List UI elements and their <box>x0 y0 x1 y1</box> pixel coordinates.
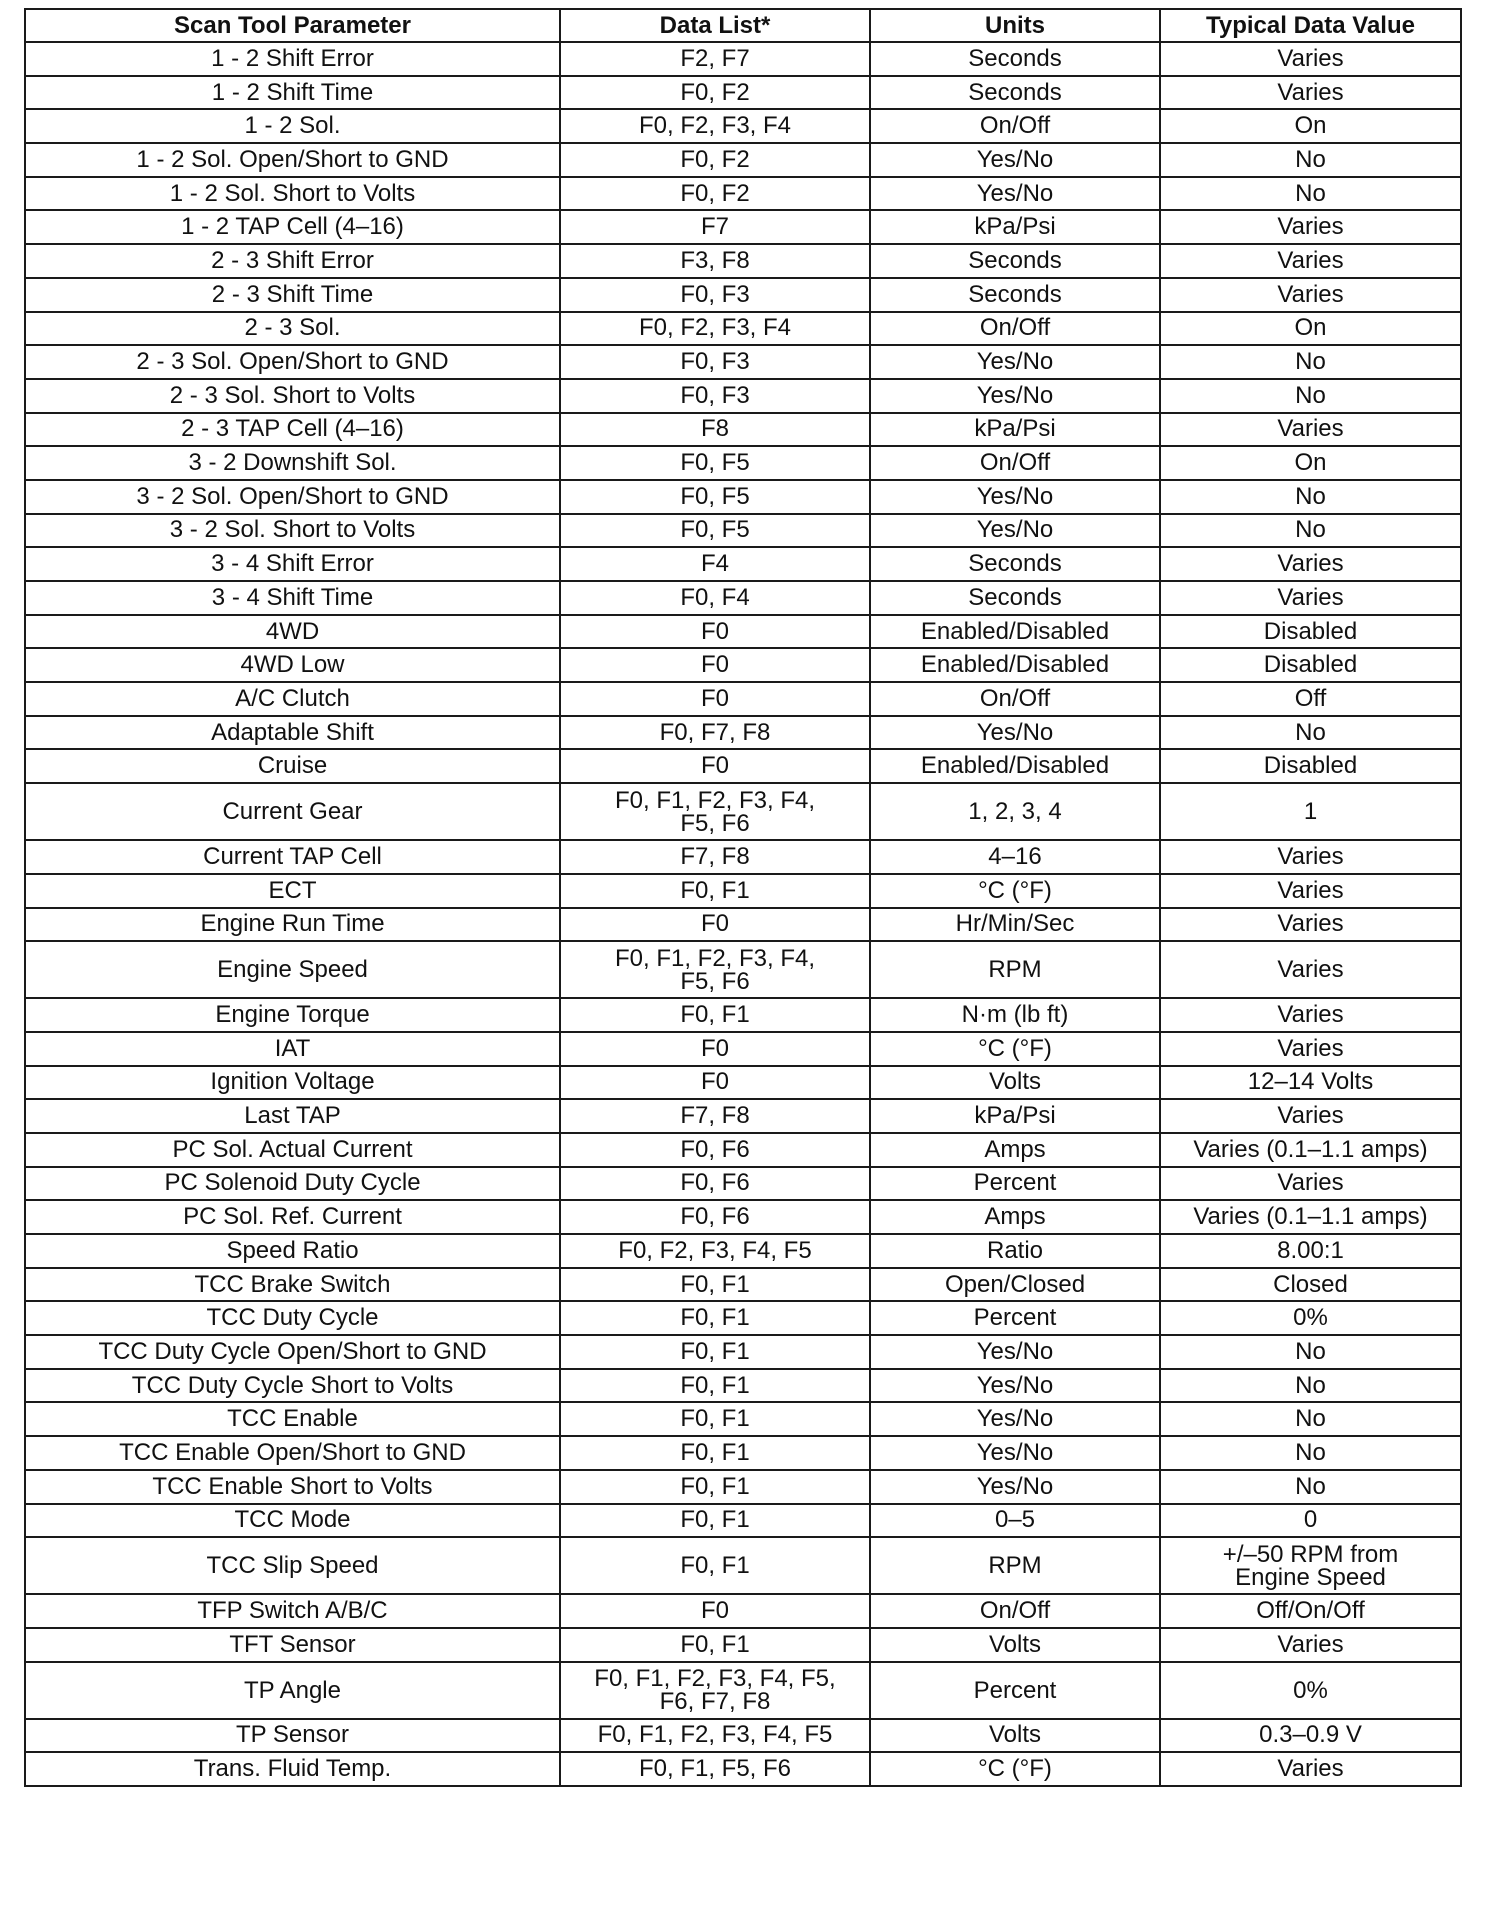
parameter-cell: TCC Duty Cycle <box>25 1301 560 1335</box>
parameter-cell: PC Solenoid Duty Cycle <box>25 1167 560 1201</box>
units-cell: Yes/No <box>870 480 1160 514</box>
typical-value-cell: Varies <box>1160 941 1461 998</box>
table-row <box>25 1628 1461 1662</box>
data-list-cell: F0, F2, F3, F4 <box>560 109 870 143</box>
header-data-list: Data List* <box>560 9 870 42</box>
data-list-cell: F0, F3 <box>560 379 870 413</box>
typical-value-cell: 12–14 Volts <box>1160 1066 1461 1100</box>
data-list-cell: F0, F3 <box>560 278 870 312</box>
data-list-cell: F0, F1, F2, F3, F4, F5 <box>560 1719 870 1753</box>
parameter-cell: 3 - 2 Sol. Short to Volts <box>25 514 560 548</box>
parameter-cell: Engine Torque <box>25 998 560 1032</box>
data-list-cell: F0, F2 <box>560 76 870 110</box>
data-list-cell: F0, F1, F2, F3, F4, F5, F6 <box>560 783 870 840</box>
units-cell: 0–5 <box>870 1504 1160 1538</box>
data-list-cell: F0 <box>560 1032 870 1066</box>
table-row <box>25 648 1461 682</box>
table-row <box>25 143 1461 177</box>
parameter-cell: TCC Duty Cycle Short to Volts <box>25 1369 560 1403</box>
units-cell: On/Off <box>870 109 1160 143</box>
table-row <box>25 244 1461 278</box>
table-row <box>25 1662 1461 1719</box>
parameter-cell: 3 - 4 Shift Time <box>25 581 560 615</box>
units-cell: Yes/No <box>870 345 1160 379</box>
units-cell: 1, 2, 3, 4 <box>870 783 1160 840</box>
data-list-cell: F0, F1 <box>560 1369 870 1403</box>
table-row <box>25 716 1461 750</box>
units-cell: Yes/No <box>870 379 1160 413</box>
units-cell: Seconds <box>870 547 1160 581</box>
units-cell: On/Off <box>870 446 1160 480</box>
parameter-cell: Ignition Voltage <box>25 1066 560 1100</box>
units-cell: N·m (lb ft) <box>870 998 1160 1032</box>
parameter-cell: TCC Duty Cycle Open/Short to GND <box>25 1335 560 1369</box>
units-cell: °C (°F) <box>870 874 1160 908</box>
table-row <box>25 1402 1461 1436</box>
table-row <box>25 177 1461 211</box>
units-cell: On/Off <box>870 1594 1160 1628</box>
units-cell: Yes/No <box>870 1335 1160 1369</box>
typical-value-cell: 1 <box>1160 783 1461 840</box>
table-row <box>25 480 1461 514</box>
data-list-cell: F0, F1 <box>560 998 870 1032</box>
units-cell: °C (°F) <box>870 1752 1160 1786</box>
table-row <box>25 1268 1461 1302</box>
typical-value-cell: On <box>1160 109 1461 143</box>
data-list-cell: F0 <box>560 908 870 942</box>
table-row <box>25 312 1461 346</box>
data-list-cell: F0, F2, F3, F4, F5 <box>560 1234 870 1268</box>
parameter-cell: PC Sol. Actual Current <box>25 1133 560 1167</box>
data-list-cell: F0 <box>560 749 870 783</box>
table-row <box>25 1719 1461 1753</box>
table-row <box>25 998 1461 1032</box>
units-cell: Seconds <box>870 76 1160 110</box>
typical-value-cell: On <box>1160 446 1461 480</box>
data-list-cell: F0, F6 <box>560 1200 870 1234</box>
typical-value-cell: 0.3–0.9 V <box>1160 1719 1461 1753</box>
parameter-cell: ECT <box>25 874 560 908</box>
parameter-cell: TCC Enable <box>25 1402 560 1436</box>
data-list-cell: F0 <box>560 1066 870 1100</box>
table-row <box>25 908 1461 942</box>
typical-value-cell: No <box>1160 1470 1461 1504</box>
header-scan-tool-parameter: Scan Tool Parameter <box>25 9 560 42</box>
parameter-cell: TCC Mode <box>25 1504 560 1538</box>
table-row <box>25 345 1461 379</box>
units-cell: Volts <box>870 1066 1160 1100</box>
units-cell: 4–16 <box>870 840 1160 874</box>
typical-value-cell: No <box>1160 143 1461 177</box>
units-cell: Percent <box>870 1167 1160 1201</box>
typical-value-cell: No <box>1160 1369 1461 1403</box>
parameter-cell: Current Gear <box>25 783 560 840</box>
data-list-cell: F4 <box>560 547 870 581</box>
data-list-cell: F0 <box>560 648 870 682</box>
data-list-cell: F0, F1 <box>560 1628 870 1662</box>
units-cell: Seconds <box>870 581 1160 615</box>
data-list-cell: F0, F3 <box>560 345 870 379</box>
units-cell: Hr/Min/Sec <box>870 908 1160 942</box>
typical-value-cell: Disabled <box>1160 615 1461 649</box>
table-row <box>25 109 1461 143</box>
parameter-cell: Adaptable Shift <box>25 716 560 750</box>
units-cell: RPM <box>870 1537 1160 1594</box>
units-cell: Amps <box>870 1200 1160 1234</box>
parameter-cell: 1 - 2 Sol. <box>25 109 560 143</box>
data-list-cell: F0, F1 <box>560 1301 870 1335</box>
data-list-cell: F0, F2 <box>560 177 870 211</box>
table-row <box>25 1133 1461 1167</box>
typical-value-cell: Off <box>1160 682 1461 716</box>
table-row <box>25 1470 1461 1504</box>
typical-value-cell: Disabled <box>1160 648 1461 682</box>
typical-value-cell: No <box>1160 1402 1461 1436</box>
parameter-cell: Engine Run Time <box>25 908 560 942</box>
units-cell: kPa/Psi <box>870 413 1160 447</box>
units-cell: Yes/No <box>870 143 1160 177</box>
header-units: Units <box>870 9 1160 42</box>
parameter-cell: 2 - 3 Shift Error <box>25 244 560 278</box>
data-list-cell: F0, F5 <box>560 514 870 548</box>
units-cell: Yes/No <box>870 1369 1160 1403</box>
parameter-cell: TFT Sensor <box>25 1628 560 1662</box>
table-row <box>25 1436 1461 1470</box>
table-row <box>25 76 1461 110</box>
table-row <box>25 1099 1461 1133</box>
table-row <box>25 446 1461 480</box>
typical-value-cell: Varies <box>1160 278 1461 312</box>
units-cell: Yes/No <box>870 1436 1160 1470</box>
parameter-cell: TP Angle <box>25 1662 560 1719</box>
data-list-cell: F0, F6 <box>560 1167 870 1201</box>
data-list-cell: F3, F8 <box>560 244 870 278</box>
data-list-cell: F0, F1 <box>560 1402 870 1436</box>
parameter-cell: 2 - 3 Sol. Open/Short to GND <box>25 345 560 379</box>
typical-value-cell: Off/On/Off <box>1160 1594 1461 1628</box>
typical-value-cell: On <box>1160 312 1461 346</box>
data-list-cell: F0, F5 <box>560 480 870 514</box>
data-list-cell: F7, F8 <box>560 840 870 874</box>
parameter-cell: 1 - 2 Shift Time <box>25 76 560 110</box>
units-cell: Yes/No <box>870 514 1160 548</box>
units-cell: Yes/No <box>870 716 1160 750</box>
units-cell: RPM <box>870 941 1160 998</box>
header-row <box>25 9 1461 42</box>
typical-value-cell: 0 <box>1160 1504 1461 1538</box>
data-list-cell: F0, F2 <box>560 143 870 177</box>
table-row <box>25 1301 1461 1335</box>
parameter-cell: 1 - 2 Sol. Open/Short to GND <box>25 143 560 177</box>
parameter-cell: Cruise <box>25 749 560 783</box>
typical-value-cell: Varies <box>1160 244 1461 278</box>
units-cell: Volts <box>870 1628 1160 1662</box>
data-list-cell: F0, F7, F8 <box>560 716 870 750</box>
units-cell: Amps <box>870 1133 1160 1167</box>
typical-value-cell: 0% <box>1160 1301 1461 1335</box>
units-cell: Open/Closed <box>870 1268 1160 1302</box>
typical-value-cell: Varies (0.1–1.1 amps) <box>1160 1200 1461 1234</box>
data-list-cell: F0, F1, F2, F3, F4, F5, F6 <box>560 941 870 998</box>
parameter-cell: PC Sol. Ref. Current <box>25 1200 560 1234</box>
typical-value-cell: Varies <box>1160 413 1461 447</box>
data-list-cell: F0, F1 <box>560 1470 870 1504</box>
typical-value-cell: 8.00:1 <box>1160 1234 1461 1268</box>
data-list-cell: F0 <box>560 615 870 649</box>
data-list-cell: F0 <box>560 1594 870 1628</box>
typical-value-cell: Disabled <box>1160 749 1461 783</box>
typical-value-cell: No <box>1160 1436 1461 1470</box>
parameter-cell: 1 - 2 Sol. Short to Volts <box>25 177 560 211</box>
units-cell: On/Off <box>870 312 1160 346</box>
typical-value-cell: Varies (0.1–1.1 amps) <box>1160 1133 1461 1167</box>
typical-value-cell: No <box>1160 514 1461 548</box>
units-cell: kPa/Psi <box>870 210 1160 244</box>
data-list-cell: F0, F5 <box>560 446 870 480</box>
scan-tool-data-table <box>24 8 1462 1787</box>
units-cell: Percent <box>870 1662 1160 1719</box>
units-cell: Ratio <box>870 1234 1160 1268</box>
data-list-cell: F0, F6 <box>560 1133 870 1167</box>
table-row <box>25 413 1461 447</box>
units-cell: °C (°F) <box>870 1032 1160 1066</box>
table-row <box>25 1537 1461 1594</box>
parameter-cell: TFP Switch A/B/C <box>25 1594 560 1628</box>
units-cell: Percent <box>870 1301 1160 1335</box>
typical-value-cell: Varies <box>1160 76 1461 110</box>
units-cell: kPa/Psi <box>870 1099 1160 1133</box>
typical-value-cell: Varies <box>1160 874 1461 908</box>
parameter-cell: 1 - 2 Shift Error <box>25 42 560 76</box>
units-cell: Seconds <box>870 244 1160 278</box>
parameter-cell: 3 - 2 Sol. Open/Short to GND <box>25 480 560 514</box>
header-typical-data-value: Typical Data Value <box>1160 9 1461 42</box>
typical-value-cell: No <box>1160 716 1461 750</box>
table-row <box>25 749 1461 783</box>
table-row <box>25 210 1461 244</box>
table-row <box>25 1594 1461 1628</box>
parameter-cell: Last TAP <box>25 1099 560 1133</box>
table-row <box>25 1335 1461 1369</box>
table-row <box>25 1032 1461 1066</box>
units-cell: Seconds <box>870 42 1160 76</box>
units-cell: Volts <box>870 1719 1160 1753</box>
table-row <box>25 1369 1461 1403</box>
table-row <box>25 581 1461 615</box>
table-header <box>25 9 1461 42</box>
units-cell: Enabled/Disabled <box>870 749 1160 783</box>
table-row <box>25 783 1461 840</box>
parameter-cell: Trans. Fluid Temp. <box>25 1752 560 1786</box>
parameter-cell: Current TAP Cell <box>25 840 560 874</box>
table-row <box>25 682 1461 716</box>
table-row <box>25 514 1461 548</box>
typical-value-cell: Varies <box>1160 1167 1461 1201</box>
typical-value-cell: 0% <box>1160 1662 1461 1719</box>
parameter-cell: TCC Enable Short to Volts <box>25 1470 560 1504</box>
typical-value-cell: Varies <box>1160 1752 1461 1786</box>
typical-value-cell: +/–50 RPM from Engine Speed <box>1160 1537 1461 1594</box>
parameter-cell: TCC Enable Open/Short to GND <box>25 1436 560 1470</box>
parameter-cell: 4WD Low <box>25 648 560 682</box>
table-row <box>25 1066 1461 1100</box>
parameter-cell: IAT <box>25 1032 560 1066</box>
data-list-cell: F0, F1 <box>560 1436 870 1470</box>
table-row <box>25 278 1461 312</box>
units-cell: Yes/No <box>870 177 1160 211</box>
typical-value-cell: Varies <box>1160 908 1461 942</box>
data-list-cell: F0, F1, F2, F3, F4, F5, F6, F7, F8 <box>560 1662 870 1719</box>
data-list-cell: F8 <box>560 413 870 447</box>
data-list-cell: F0, F1 <box>560 1504 870 1538</box>
table-row <box>25 1234 1461 1268</box>
parameter-cell: 2 - 3 TAP Cell (4–16) <box>25 413 560 447</box>
data-list-cell: F0, F2, F3, F4 <box>560 312 870 346</box>
parameter-cell: 4WD <box>25 615 560 649</box>
data-list-cell: F0, F1 <box>560 1268 870 1302</box>
parameter-cell: TCC Brake Switch <box>25 1268 560 1302</box>
typical-value-cell: No <box>1160 177 1461 211</box>
parameter-cell: 3 - 2 Downshift Sol. <box>25 446 560 480</box>
units-cell: Yes/No <box>870 1470 1160 1504</box>
data-list-cell: F0, F1, F5, F6 <box>560 1752 870 1786</box>
typical-value-cell: Varies <box>1160 581 1461 615</box>
data-list-cell: F0 <box>560 682 870 716</box>
typical-value-cell: No <box>1160 379 1461 413</box>
table-row <box>25 840 1461 874</box>
typical-value-cell: Varies <box>1160 210 1461 244</box>
data-list-cell: F0, F1 <box>560 874 870 908</box>
parameter-cell: 1 - 2 TAP Cell (4–16) <box>25 210 560 244</box>
parameter-cell: 3 - 4 Shift Error <box>25 547 560 581</box>
typical-value-cell: Varies <box>1160 1628 1461 1662</box>
units-cell: Seconds <box>870 278 1160 312</box>
data-list-cell: F7 <box>560 210 870 244</box>
table-row <box>25 42 1461 76</box>
parameter-cell: 2 - 3 Sol. <box>25 312 560 346</box>
table-row <box>25 1752 1461 1786</box>
data-list-cell: F0, F1 <box>560 1335 870 1369</box>
units-cell: On/Off <box>870 682 1160 716</box>
data-list-cell: F7, F8 <box>560 1099 870 1133</box>
data-list-cell: F0, F4 <box>560 581 870 615</box>
units-cell: Enabled/Disabled <box>870 648 1160 682</box>
units-cell: Enabled/Disabled <box>870 615 1160 649</box>
table-row <box>25 941 1461 998</box>
typical-value-cell: Varies <box>1160 42 1461 76</box>
table-body <box>25 42 1461 1786</box>
parameter-cell: A/C Clutch <box>25 682 560 716</box>
data-list-cell: F2, F7 <box>560 42 870 76</box>
typical-value-cell: Varies <box>1160 1099 1461 1133</box>
table-row <box>25 615 1461 649</box>
parameter-cell: TCC Slip Speed <box>25 1537 560 1594</box>
parameter-cell: Engine Speed <box>25 941 560 998</box>
units-cell: Yes/No <box>870 1402 1160 1436</box>
typical-value-cell: Varies <box>1160 998 1461 1032</box>
typical-value-cell: Closed <box>1160 1268 1461 1302</box>
typical-value-cell: No <box>1160 1335 1461 1369</box>
table-row <box>25 379 1461 413</box>
typical-value-cell: Varies <box>1160 840 1461 874</box>
table-row <box>25 1167 1461 1201</box>
table-row <box>25 874 1461 908</box>
parameter-cell: Speed Ratio <box>25 1234 560 1268</box>
table-row <box>25 547 1461 581</box>
typical-value-cell: Varies <box>1160 1032 1461 1066</box>
typical-value-cell: No <box>1160 480 1461 514</box>
parameter-cell: 2 - 3 Shift Time <box>25 278 560 312</box>
data-list-cell: F0, F1 <box>560 1537 870 1594</box>
parameter-cell: 2 - 3 Sol. Short to Volts <box>25 379 560 413</box>
typical-value-cell: No <box>1160 345 1461 379</box>
table-row <box>25 1200 1461 1234</box>
typical-value-cell: Varies <box>1160 547 1461 581</box>
table-row <box>25 1504 1461 1538</box>
parameter-cell: TP Sensor <box>25 1719 560 1753</box>
